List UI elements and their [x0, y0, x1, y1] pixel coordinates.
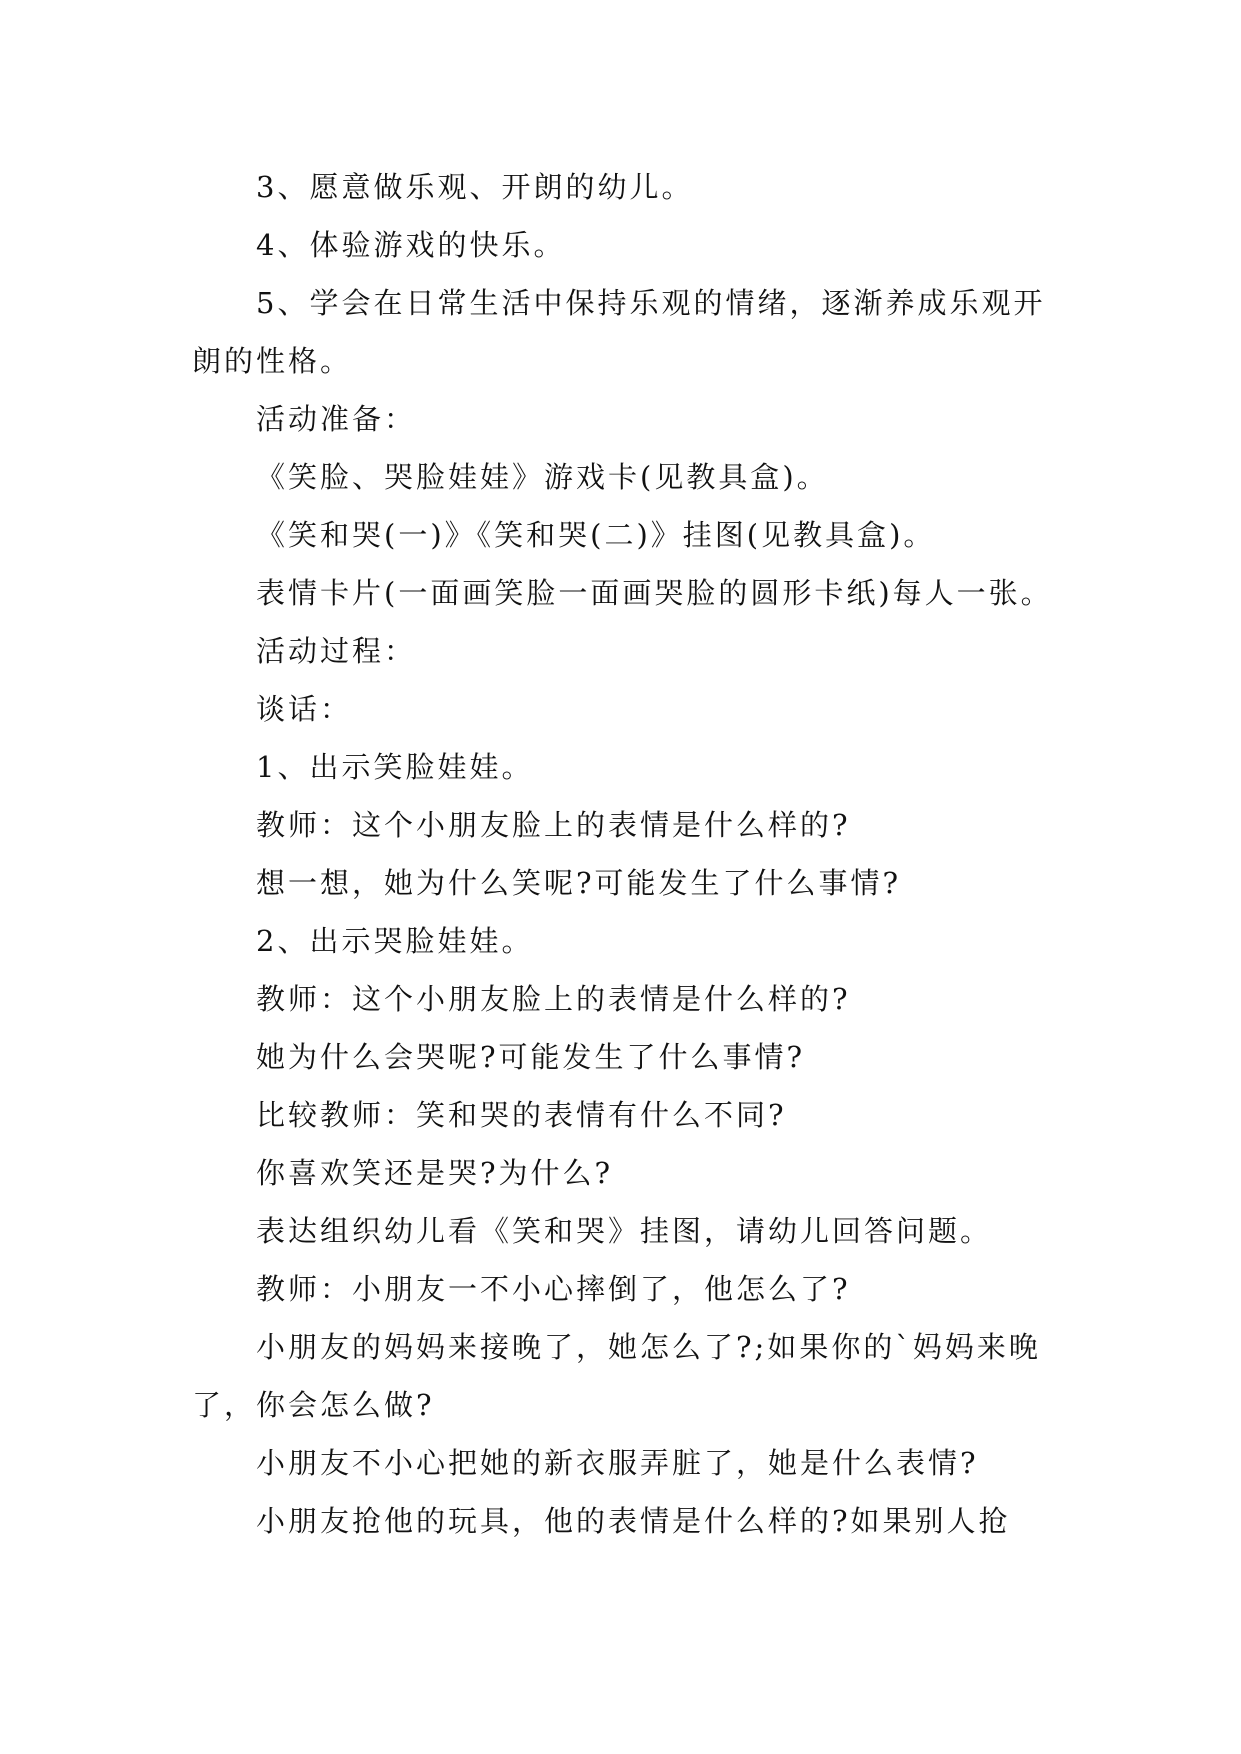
paragraph-step-2: 2、出示哭脸娃娃。	[256, 924, 534, 958]
paragraph-why-cry: 她为什么会哭呢?可能发生了什么事情?	[256, 1040, 806, 1074]
paragraph-goal-5: 5、学会在日常生活中保持乐观的情绪，逐渐养成乐观开朗的性格。	[192, 286, 1046, 378]
paragraph-step-1: 1、出示笑脸娃娃。	[256, 750, 534, 784]
paragraph-prep-game-cards: 《笑脸、哭脸娃娃》游戏卡(见教具盒)。	[256, 460, 829, 494]
paragraph-think-question: 想一想，她为什么笑呢?可能发生了什么事情?	[256, 866, 902, 900]
paragraph-toy-grab: 小朋友抢他的玩具，他的表情是什么样的?如果别人抢	[256, 1504, 1011, 1538]
paragraph-dirty-clothes: 小朋友不小心把她的新衣服弄脏了，她是什么表情?	[256, 1446, 979, 1480]
paragraph-preference: 你喜欢笑还是哭?为什么?	[256, 1156, 614, 1190]
paragraph-teacher-fall: 教师：小朋友一不小心摔倒了，他怎么了?	[256, 1272, 851, 1306]
paragraph-teacher-question-2: 教师：这个小朋友脸上的表情是什么样的?	[256, 982, 851, 1016]
paragraph-compare: 比较教师：笑和哭的表情有什么不同?	[256, 1098, 787, 1132]
paragraph-teacher-question-1: 教师：这个小朋友脸上的表情是什么样的?	[256, 808, 851, 842]
heading-talk: 谈话：	[256, 692, 353, 726]
paragraph-mother-late: 小朋友的妈妈来接晚了，她怎么了?;如果你的`妈妈来晚了，你会怎么做?	[192, 1330, 1041, 1422]
paragraph-prep-wall-charts: 《笑和哭(一)》《笑和哭(二)》挂图(见教具盒)。	[256, 518, 936, 552]
paragraph-prep-emotion-cards: 表情卡片(一面画笑脸一面画哭脸的圆形卡纸)每人一张。	[256, 576, 1053, 610]
paragraph-goal-4: 4、体验游戏的快乐。	[256, 228, 566, 262]
heading-activity-preparation: 活动准备：	[256, 402, 417, 436]
paragraph-express: 表达组织幼儿看《笑和哭》挂图，请幼儿回答问题。	[256, 1214, 993, 1248]
paragraph-goal-3: 3、愿意做乐观、开朗的幼儿。	[256, 170, 694, 204]
heading-activity-process: 活动过程：	[256, 634, 417, 668]
document-body	[192, 158, 1072, 1550]
